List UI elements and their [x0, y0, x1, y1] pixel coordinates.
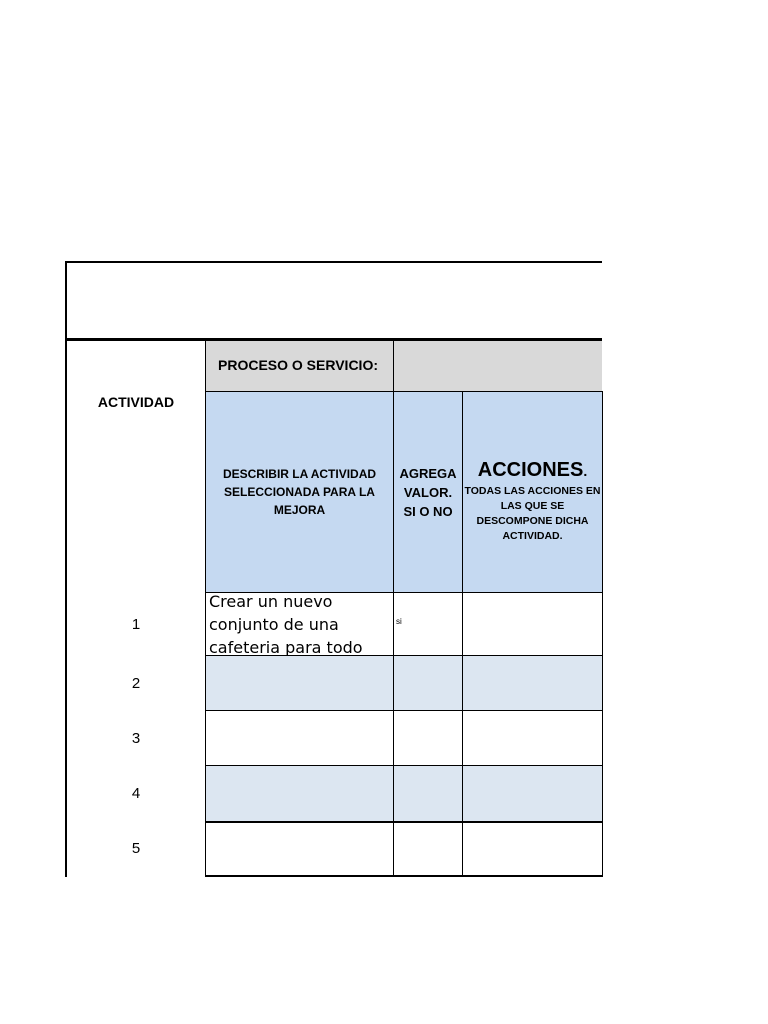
descripcion-cell[interactable]	[206, 655, 394, 711]
acciones-subtitle: TODAS LAS ACCIONES EN LAS QUE SE DESCOMPONE DICHA ACTIVIDAD.	[464, 484, 601, 542]
agrega-cell[interactable]	[393, 765, 463, 822]
describir-header-text: DESCRIBIR LA ACTIVIDAD SELECCIONADA PARA LA MEJORA	[222, 467, 377, 517]
acciones-cell[interactable]	[462, 655, 603, 711]
proceso-label-cell	[206, 340, 394, 392]
agrega-cell[interactable]	[393, 710, 463, 766]
row-number: 2	[131, 674, 141, 692]
acciones-cell[interactable]	[462, 592, 603, 656]
row-number: 4	[131, 784, 141, 802]
descripcion-cell[interactable]	[206, 765, 394, 822]
descripcion-cell[interactable]	[206, 821, 394, 877]
acciones-title: ACCIONES	[477, 458, 584, 481]
agrega-cell[interactable]	[393, 821, 463, 877]
row-number: 1	[131, 615, 141, 633]
acciones-title-dot: .	[583, 462, 588, 479]
row-number: 3	[131, 729, 141, 747]
descripcion-cell[interactable]	[206, 592, 394, 656]
acciones-header	[462, 391, 603, 593]
agrega-cell[interactable]	[393, 592, 463, 656]
row-number: 5	[131, 839, 141, 857]
descripcion-cell[interactable]	[206, 710, 394, 766]
agrega-value: si	[396, 617, 402, 626]
table-bottom-border	[205, 875, 602, 877]
acciones-cell[interactable]	[462, 821, 603, 877]
title-area	[67, 263, 602, 338]
descripcion-text: Crear un nuevo conjunto de una cafeteria para todo	[209, 592, 363, 656]
proceso-label: PROCESO O SERVICIO:	[218, 357, 378, 373]
agrega-cell[interactable]	[393, 655, 463, 711]
row-separator	[206, 821, 602, 823]
describir-header	[206, 391, 394, 593]
acciones-cell[interactable]	[462, 765, 603, 822]
agrega-header	[393, 391, 463, 593]
agrega-header-text: AGREGA VALOR. SI O NO	[399, 465, 457, 519]
actividad-label: ACTIVIDAD	[97, 394, 175, 410]
proceso-value-field[interactable]	[393, 340, 602, 392]
acciones-cell[interactable]	[462, 710, 603, 766]
